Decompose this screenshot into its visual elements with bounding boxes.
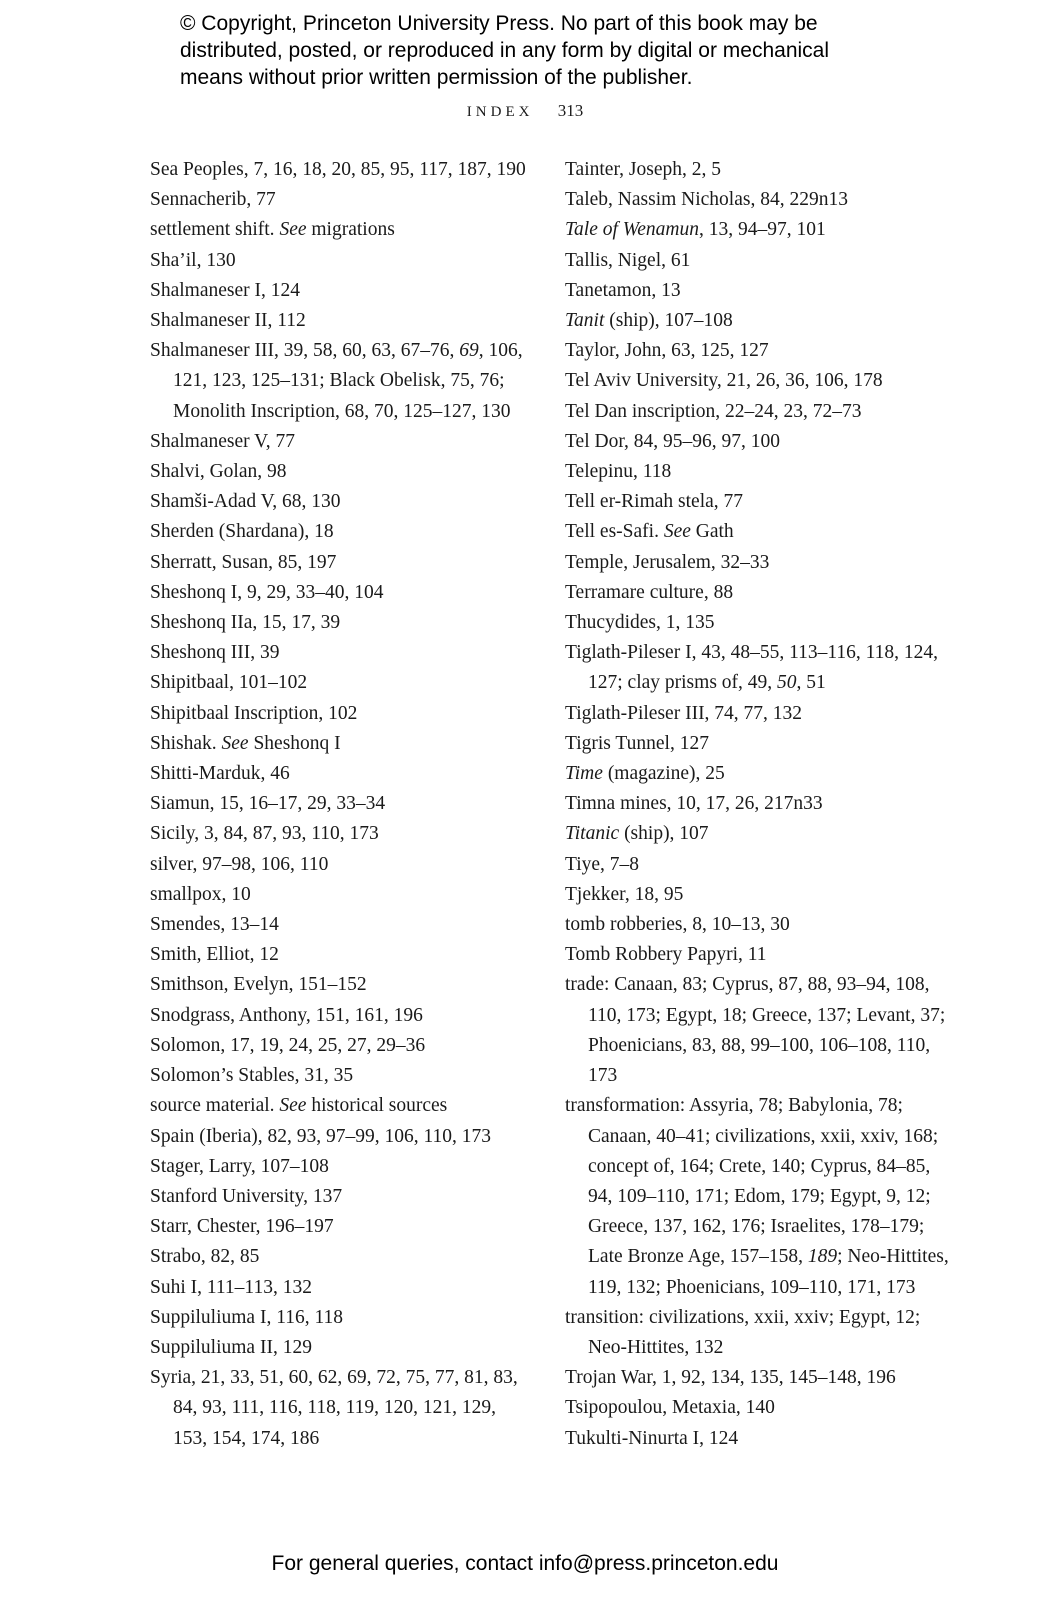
- copyright-line: means without prior written permission of the publisher.: [180, 66, 693, 89]
- index-entry-main: Suppiluliuma I, 116, 118: [150, 1306, 344, 1328]
- index-entry: [150, 306, 530, 336]
- index-entry-main: Shalmaneser II, 112: [150, 310, 306, 332]
- index-entry: [565, 638, 955, 698]
- index-entry: [565, 608, 955, 638]
- index-entry: [565, 729, 955, 759]
- index-entry-main: Solomon, 17, 19, 24, 25, 27, 29–36: [150, 1034, 426, 1056]
- index-entry: [565, 246, 955, 276]
- index-entry-main: Tigris Tunnel, 127: [565, 732, 709, 754]
- index-entry: [565, 578, 955, 608]
- index-entry: [150, 336, 530, 427]
- index-entry-tail: , 13, 94–97, 101: [699, 219, 826, 241]
- index-entry-em: See: [279, 1095, 307, 1117]
- index-entry-main: Snodgrass, Anthony, 151, 161, 196: [150, 1004, 423, 1026]
- index-entry-main: silver, 97–98, 106, 110: [150, 853, 329, 875]
- index-entry: [150, 517, 530, 547]
- index-entry: [565, 336, 955, 366]
- index-entry-main: trade: Canaan, 83; Cyprus, 87, 88, 93–94, 108, 110, 173; Egypt, 18; Greece, 137; Levant, 37; Phoenicians, 83, 88, 99–100, 106–108, 110, 173: [565, 974, 946, 1087]
- index-entry-main: Temple, Jerusalem, 32–33: [565, 551, 770, 573]
- index-entry-tail: (ship), 107–108: [604, 310, 733, 332]
- index-entry-main: Trojan War, 1, 92, 134, 135, 145–148, 196: [565, 1367, 896, 1389]
- index-column-right: [565, 155, 955, 1454]
- index-entry-main: Tiye, 7–8: [565, 853, 640, 875]
- index-entry-main: source material.: [150, 1095, 280, 1117]
- index-entry: [565, 366, 955, 396]
- index-entry-main: Tukulti-Ninurta I, 124: [565, 1427, 739, 1449]
- index-entry-main: Tel Dor, 84, 95–96, 97, 100: [565, 430, 781, 452]
- index-entry-main: Shalmaneser III, 39, 58, 60, 63, 67–76,: [150, 340, 460, 362]
- index-entry-main: Tjekker, 18, 95: [565, 883, 684, 905]
- index-entry-main: Tiglath-Pileser III, 74, 77, 132: [565, 702, 803, 724]
- index-entry-main: Suhi I, 111–113, 132: [150, 1276, 312, 1298]
- index-entry: [150, 1091, 530, 1121]
- index-entry-main: Sea Peoples, 7, 16, 18, 20, 85, 95, 117, 187, 190: [150, 159, 526, 180]
- index-entry-main: Shipitbaal Inscription, 102: [150, 702, 358, 724]
- index-entry-tail: historical sources: [306, 1095, 448, 1117]
- index-entry-main: Tainter, Joseph, 2, 5: [565, 159, 721, 180]
- index-entry-main: Smendes, 13–14: [150, 914, 279, 936]
- index-entry-main: Tsipopoulou, Metaxia, 140: [565, 1397, 775, 1419]
- index-entry-main: Tallis, Nigel, 61: [565, 249, 691, 271]
- index-entry: [150, 548, 530, 578]
- index-entry-main: Tel Dan inscription, 22–24, 23, 72–73: [565, 400, 862, 422]
- index-entry: [150, 910, 530, 940]
- index-entry: [565, 427, 955, 457]
- index-entry: [150, 487, 530, 517]
- index-entry-main: Sherden (Shardana), 18: [150, 521, 334, 543]
- index-entry-main: Shalvi, Golan, 98: [150, 461, 287, 483]
- index-entry: [150, 850, 530, 880]
- index-entry: [150, 940, 530, 970]
- index-entry: [150, 819, 530, 849]
- index-entry: [150, 1001, 530, 1031]
- index-entry-main: Sheshonq IIa, 15, 17, 39: [150, 612, 341, 634]
- index-entry: [565, 185, 955, 215]
- index-entry-main: Suppiluliuma II, 129: [150, 1336, 312, 1358]
- index-entry: [150, 729, 530, 759]
- index-entry-main: Sicily, 3, 84, 87, 93, 110, 173: [150, 823, 379, 845]
- index-entry-main: Solomon’s Stables, 31, 35: [150, 1065, 354, 1087]
- index-entry-em: 69: [459, 340, 479, 362]
- index-entry: [565, 155, 955, 185]
- index-entry: [565, 880, 955, 910]
- index-entry: [150, 759, 530, 789]
- index-entry: [150, 1152, 530, 1182]
- index-entry-main: Sheshonq I, 9, 29, 33–40, 104: [150, 581, 384, 603]
- running-head-label: INDEX: [466, 104, 534, 120]
- index-entry: [150, 789, 530, 819]
- index-entry-main: Tel Aviv University, 21, 26, 36, 106, 178: [565, 370, 883, 392]
- index-entry: [150, 1333, 530, 1363]
- index-entry: [565, 759, 955, 789]
- index-entry-main: Shalmaneser I, 124: [150, 279, 301, 301]
- index-entry: [150, 1242, 530, 1272]
- page-number: 313: [557, 101, 584, 120]
- index-entry-em: 50: [777, 672, 797, 694]
- index-entry-em: Tanit: [565, 310, 605, 332]
- index-entry-em: 189: [807, 1246, 838, 1268]
- index-entry-main: Taleb, Nassim Nicholas, 84, 229n13: [565, 189, 848, 211]
- index-entry: [150, 608, 530, 638]
- index-column-left: [150, 155, 530, 1454]
- index-entry-tail: ; Neo-Hittites, 119, 132; Phoenicians, 109–110, 171, 173: [588, 1246, 949, 1298]
- index-entry: [150, 276, 530, 306]
- footer-contact: For general queries, contact info@press.princeton.edu: [271, 1552, 779, 1575]
- index-entry: [150, 638, 530, 668]
- index-entry-em: Time: [565, 763, 603, 785]
- index-entry: [150, 457, 530, 487]
- index-entry: [150, 185, 530, 215]
- index-entry-main: Siamun, 15, 16–17, 29, 33–34: [150, 793, 386, 815]
- index-entry-main: Tell er-Rimah stela, 77: [565, 491, 744, 513]
- index-entry: [565, 1091, 955, 1302]
- index-entry-tail: (ship), 107: [619, 823, 709, 845]
- index-entry: [565, 1393, 955, 1423]
- index-entry: [150, 1303, 530, 1333]
- index-entry-em: See: [221, 732, 249, 754]
- index-entry-em: See: [279, 219, 307, 241]
- index-entry-main: smallpox, 10: [150, 883, 251, 905]
- index-entry: [150, 427, 530, 457]
- index-entry-main: Sheshonq III, 39: [150, 642, 280, 664]
- index-entry-tail: migrations: [306, 219, 395, 241]
- index-entry-main: Taylor, John, 63, 125, 127: [565, 340, 769, 362]
- index-entry: [150, 1122, 530, 1152]
- index-entry: [565, 457, 955, 487]
- copyright-line: distributed, posted, or reproduced in any form by digital or mechanical: [180, 39, 830, 62]
- index-entry-main: Tell es-Safi.: [565, 521, 664, 543]
- index-entry-main: Tiglath-Pileser I, 43, 48–55, 113–116, 118, 124, 127; clay prisms of, 49,: [565, 642, 939, 694]
- index-entry: [150, 880, 530, 910]
- index-entry-tail: (magazine), 25: [602, 763, 725, 785]
- index-entry: [565, 940, 955, 970]
- index-entry: [150, 155, 530, 185]
- index-entry-main: Shishak.: [150, 732, 222, 754]
- index-entry: [150, 246, 530, 276]
- index-entry: [565, 397, 955, 427]
- index-entry-main: Sha’il, 130: [150, 249, 236, 271]
- index-entry: [150, 1031, 530, 1061]
- index-entry-main: transformation: Assyria, 78; Babylonia, 78; Canaan, 40–41; civilizations, xxii, xxiv, 168; concept of, 164; Crete, 140; Cyprus, 84–85, 94, 109–110, 171; Edom, 179; Egypt, 9, 12; Greece, 137, 162, 176; Israelites, 178–179; Late Bronze Age, 157–158,: [565, 1095, 939, 1268]
- index-entry-main: Shitti-Marduk, 46: [150, 763, 290, 785]
- index-entry: [150, 970, 530, 1000]
- index-entry-main: Telepinu, 118: [565, 461, 672, 483]
- index-entry: [150, 668, 530, 698]
- index-entry: [150, 578, 530, 608]
- index-entry-main: Smithson, Evelyn, 151–152: [150, 974, 367, 996]
- index-entry-main: Shipitbaal, 101–102: [150, 672, 308, 694]
- index-entry: [565, 548, 955, 578]
- index-entry-em: See: [663, 521, 691, 543]
- index-entry: [565, 970, 955, 1091]
- index-entry: [150, 1212, 530, 1242]
- index-entry: [150, 1061, 530, 1091]
- index-entry-main: Sennacherib, 77: [150, 189, 276, 211]
- index-entry: [565, 1363, 955, 1393]
- index-entry: [150, 1273, 530, 1303]
- running-head: [0, 100, 1050, 123]
- index-entry: [150, 215, 530, 245]
- index-entry-em: Titanic: [565, 823, 620, 845]
- index-entry: [565, 789, 955, 819]
- index-entry-main: Syria, 21, 33, 51, 60, 62, 69, 72, 75, 77, 81, 83, 84, 93, 111, 116, 118, 119, 120, 121, 129, 153, 154, 174, 186: [150, 1367, 518, 1449]
- index-entry: [565, 215, 955, 245]
- index-entry-tail: , 51: [796, 672, 826, 694]
- index-entry-main: Tomb Robbery Papyri, 11: [565, 944, 767, 966]
- index-entry-tail: Gath: [690, 521, 734, 543]
- index-entry: [150, 1363, 530, 1454]
- copyright-line: © Copyright, Princeton University Press. No part of this book may be: [180, 12, 818, 35]
- index-entry: [565, 1303, 955, 1363]
- index-entry: [150, 1182, 530, 1212]
- index-entry-main: Strabo, 82, 85: [150, 1246, 260, 1268]
- index-entry-main: settlement shift.: [150, 219, 280, 241]
- index-entry-main: Thucydides, 1, 135: [565, 612, 715, 634]
- index-entry-main: Terramare culture, 88: [565, 581, 734, 603]
- copyright-notice: [180, 10, 900, 91]
- index-entry-main: Tanetamon, 13: [565, 279, 681, 301]
- index-entry-tail: , 106, 121, 123, 125–131; Black Obelisk, 75, 76; Monolith Inscription, 68, 70, 125–127, 130: [173, 340, 523, 422]
- index-entry-main: Sherratt, Susan, 85, 197: [150, 551, 337, 573]
- index-entry: [565, 306, 955, 336]
- index-entry-tail: Sheshonq I: [248, 732, 341, 754]
- index-entry-main: Shalmaneser V, 77: [150, 430, 295, 452]
- index-entry: [565, 910, 955, 940]
- index-entry-main: tomb robberies, 8, 10–13, 30: [565, 914, 790, 936]
- index-entry-em: Tale of Wenamun: [565, 219, 699, 241]
- index-entry-main: transition: civilizations, xxii, xxiv; Egypt, 12; Neo-Hittites, 132: [565, 1306, 921, 1358]
- index-entry-main: Timna mines, 10, 17, 26, 217n33: [565, 793, 823, 815]
- index-entry: [565, 819, 955, 849]
- index-entry: [565, 699, 955, 729]
- index-entry: [565, 487, 955, 517]
- index-entry-main: Shamši-Adad V, 68, 130: [150, 491, 341, 513]
- index-entry-main: Spain (Iberia), 82, 93, 97–99, 106, 110, 173: [150, 1125, 492, 1147]
- index-entry: [565, 517, 955, 547]
- index-entry-main: Stager, Larry, 107–108: [150, 1155, 329, 1177]
- index-entry-main: Starr, Chester, 196–197: [150, 1216, 334, 1238]
- index-entry: [565, 850, 955, 880]
- index-entry: [565, 276, 955, 306]
- index-entry: [150, 699, 530, 729]
- index-entry-main: Stanford University, 137: [150, 1185, 343, 1207]
- index-entry-main: Smith, Elliot, 12: [150, 944, 279, 966]
- index-entry: [565, 1424, 955, 1454]
